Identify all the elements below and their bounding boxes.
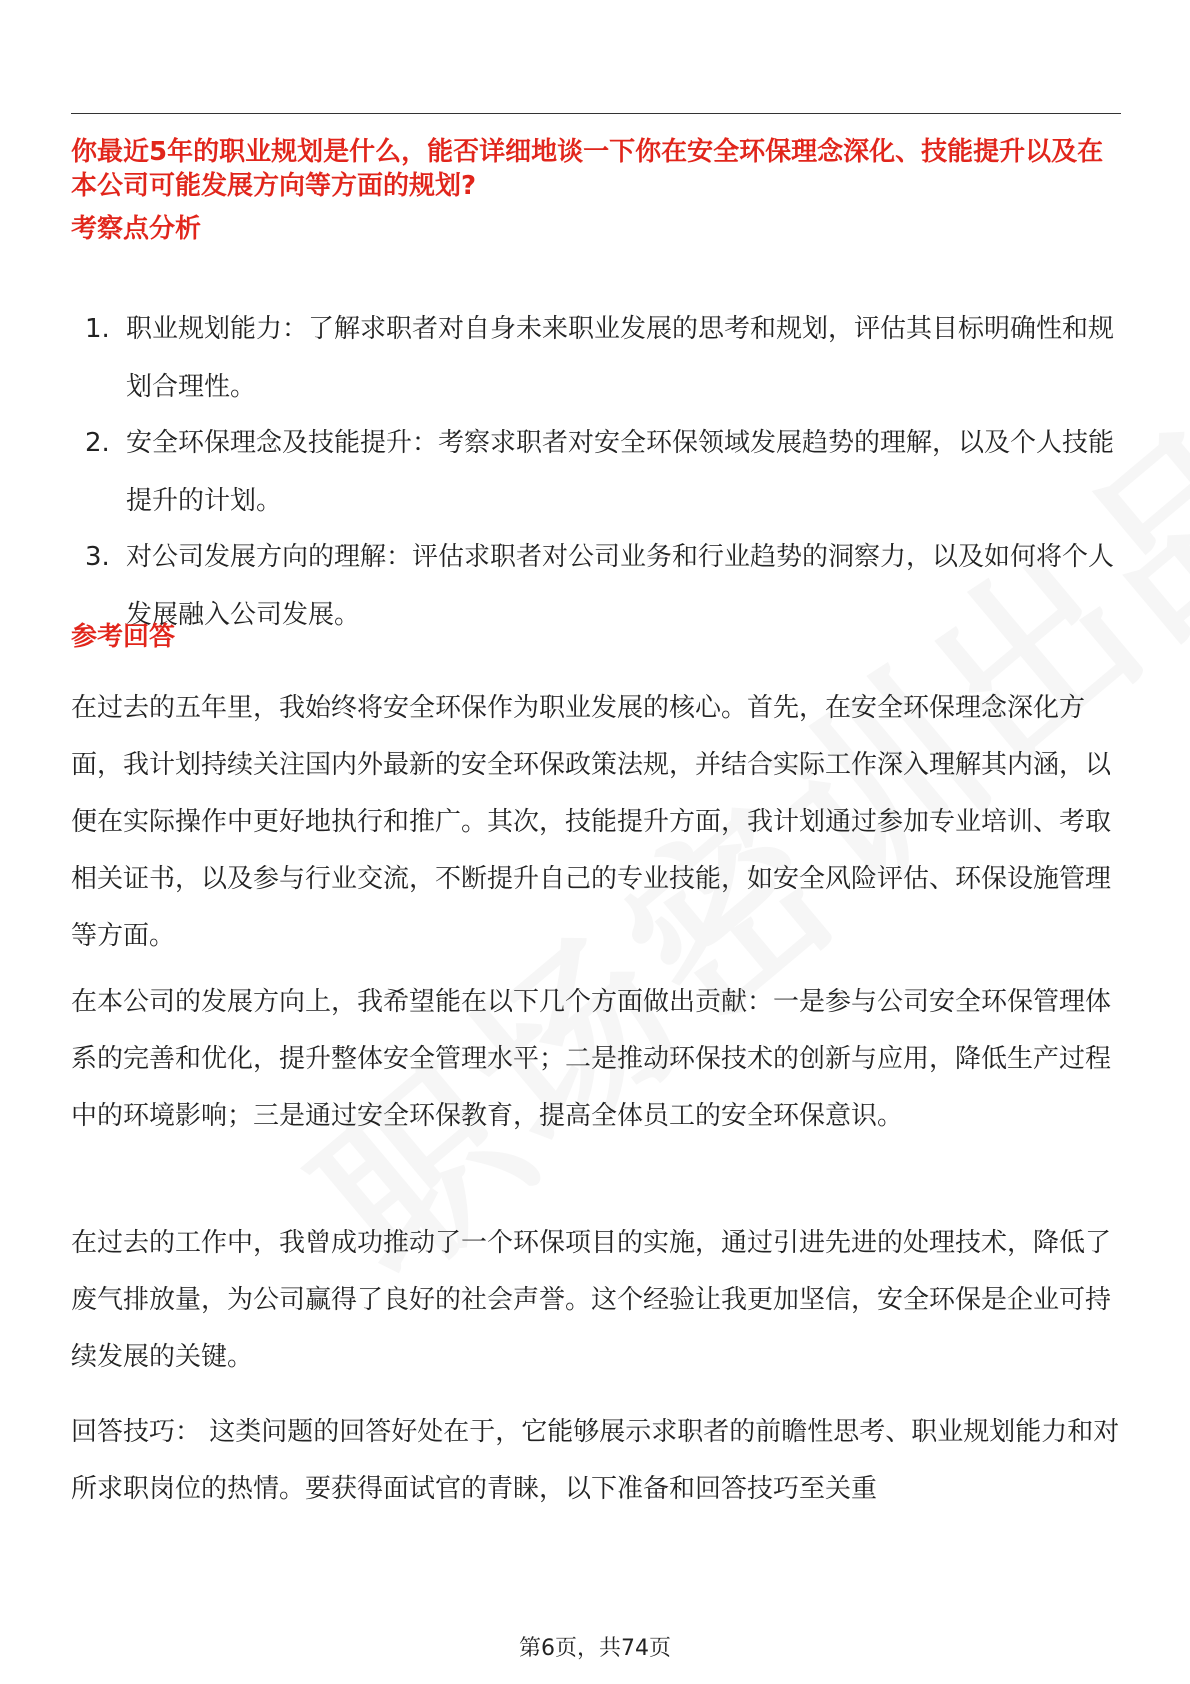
- analysis-point: [71, 300, 1121, 416]
- analysis-heading: 考察点分析: [71, 214, 202, 244]
- top-divider: [71, 113, 1121, 114]
- point-text: 安全环保理念及技能提升：考察求职者对安全环保领域发展趋势的理解，以及个人技能提升的计划。: [126, 428, 1115, 516]
- point-number: 3.: [85, 542, 110, 572]
- analysis-point: [71, 414, 1121, 530]
- answer-paragraph: 在过去的五年里，我始终将安全环保作为职业发展的核心。首先，在安全环保理念深化方面，我计划持续关注国内外最新的安全环保政策法规，并结合实际工作深入理解其内涵，以便在实际操作中更好地执行和推广。其次，技能提升方面，我计划通过参加专业培训、考取相关证书，以及参与行业交流，不断提升自己的专业技能，如安全风险评估、环保设施管理等方面。: [71, 693, 1112, 951]
- answer-tips-paragraph: 回答技巧： 这类问题的回答好处在于，它能够展示求职者的前瞻性思考、职业规划能力和对所求职岗位的热情。要获得面试官的青睐，以下准备和回答技巧至关重: [71, 1417, 1120, 1504]
- answer-paragraph: 在过去的工作中，我曾成功推动了一个环保项目的实施，通过引进先进的处理技术，降低了废气排放量，为公司赢得了良好的社会声誉。这个经验让我更加坚信，安全环保是企业可持续发展的关键。: [71, 1228, 1112, 1372]
- point-text: 对公司发展方向的理解：评估求职者对公司业务和行业趋势的洞察力，以及如何将个人发展融入公司发展。: [126, 542, 1115, 630]
- point-text: 职业规划能力：了解求职者对自身未来职业发展的思考和规划，评估其目标明确性和规划合理性。: [126, 314, 1115, 402]
- point-number: 2.: [85, 428, 110, 458]
- page-number: 第6页，共74页: [519, 1636, 671, 1661]
- analysis-list: [71, 300, 1121, 644]
- answer-paragraph: 在本公司的发展方向上，我希望能在以下几个方面做出贡献：一是参与公司安全环保管理体系的完善和优化，提升整体安全管理水平；二是推动环保技术的创新与应用，降低生产过程中的环境影响；三是通过安全环保教育，提高全体员工的安全环保意识。: [71, 987, 1112, 1131]
- point-number: 1.: [85, 314, 110, 344]
- reference-heading: 参考回答: [71, 622, 176, 652]
- analysis-point: [71, 528, 1121, 644]
- question-title: 你最近5年的职业规划是什么，能否详细地谈一下你在安全环保理念深化、技能提升以及在本公司可能发展方向等方面的规划?: [71, 137, 1104, 201]
